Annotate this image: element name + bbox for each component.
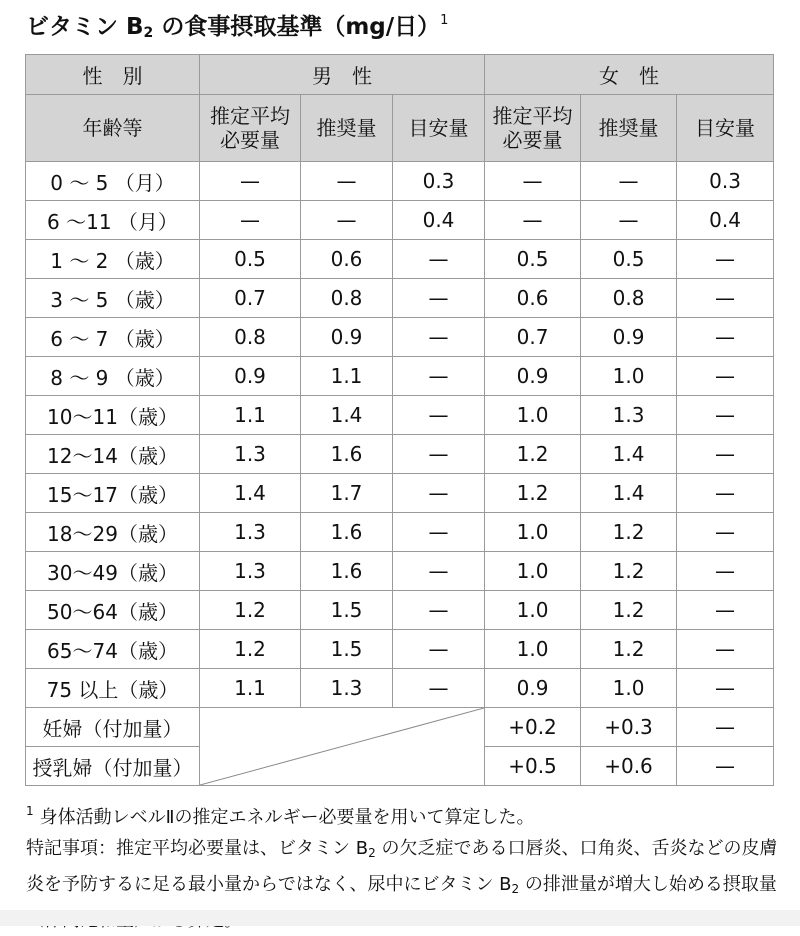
female-rda-cell: 1.2	[581, 552, 677, 591]
age-cell: 12〜14（歳）	[26, 435, 200, 474]
age-cell: 8 〜 9 （歳）	[26, 357, 200, 396]
table-row	[26, 669, 774, 708]
female-ai-cell: 0.4	[677, 201, 774, 240]
female-ai-cell: —	[677, 474, 774, 513]
female-ai-cell: —	[677, 747, 774, 786]
male-ai-cell: 0.4	[393, 201, 485, 240]
female-ear-cell: 1.2	[485, 435, 581, 474]
female-ear-cell: 0.5	[485, 240, 581, 279]
age-cell: 75 以上（歳）	[26, 669, 200, 708]
table-row	[26, 357, 774, 396]
header-line: 推定平均	[492, 104, 573, 128]
female-ear-cell: —	[485, 201, 581, 240]
male-rda-cell: 1.5	[301, 591, 393, 630]
female-ai-cell: —	[677, 669, 774, 708]
male-ai-cell: —	[393, 630, 485, 669]
male-ai-cell: —	[393, 357, 485, 396]
age-cell: 0 〜 5 （月）	[26, 162, 200, 201]
female-rda-cell: —	[581, 162, 677, 201]
table-row	[26, 474, 774, 513]
female-ear-cell: 0.9	[485, 357, 581, 396]
female-header: 女 性	[485, 55, 774, 95]
female-ear-cell: —	[485, 162, 581, 201]
female-ai-cell: —	[677, 435, 774, 474]
table-row	[26, 591, 774, 630]
male-ear-cell: 0.9	[200, 357, 301, 396]
female-rda-cell: 0.5	[581, 240, 677, 279]
male-ai-cell: —	[393, 435, 485, 474]
footnote-text: 身体活動レベルⅡの推定エネルギー必要量を用いて算定した。	[39, 807, 535, 828]
female-rda-cell: +0.3	[581, 708, 677, 747]
title-subscript: 2	[143, 25, 154, 41]
title-text-suffix: の食事摂取基準（mg/日）	[161, 14, 441, 40]
age-header: 年齢等	[26, 95, 200, 162]
footnote-mark: 1	[26, 804, 34, 818]
female-rda-cell: 0.9	[581, 318, 677, 357]
male-ear-cell: 0.7	[200, 279, 301, 318]
male-rda-cell: —	[301, 162, 393, 201]
female-rda-cell: +0.6	[581, 747, 677, 786]
male-rda-cell: 1.6	[301, 552, 393, 591]
age-cell: 6 〜11 （月）	[26, 201, 200, 240]
special-note-subscript: 2	[368, 846, 376, 860]
female-ai-cell: —	[677, 318, 774, 357]
male-ai-cell: —	[393, 552, 485, 591]
special-note-text: 特記事項：推定平均必要量は、ビタミン B	[26, 838, 369, 859]
male-rda-cell: 1.7	[301, 474, 393, 513]
male-ear-cell: 1.1	[200, 396, 301, 435]
table-row	[26, 396, 774, 435]
male-ai-cell: —	[393, 318, 485, 357]
female-ear-cell: 0.6	[485, 279, 581, 318]
female-ai-cell: —	[677, 708, 774, 747]
special-note-text: の欠乏症である口唇炎、口角炎、舌炎などの皮膚炎を予防するに足る最小量からではなく、尿中にビタミン B	[26, 838, 778, 895]
age-cell: 6 〜 7 （歳）	[26, 318, 200, 357]
male-ear-cell: 1.2	[200, 630, 301, 669]
male-ai-cell: —	[393, 591, 485, 630]
age-cell: 65〜74（歳）	[26, 630, 200, 669]
male-ai-cell: —	[393, 513, 485, 552]
table-row	[26, 630, 774, 669]
page-bottom-margin	[0, 910, 800, 926]
page-title	[26, 8, 448, 41]
male-rda-cell: —	[301, 201, 393, 240]
male-ai-cell: —	[393, 474, 485, 513]
male-ear-cell: 1.4	[200, 474, 301, 513]
male-rda-cell: 1.6	[301, 513, 393, 552]
female-ear-cell: 1.0	[485, 513, 581, 552]
table-row	[26, 240, 774, 279]
female-ear-cell: 0.7	[485, 318, 581, 357]
female-ear-cell: 0.9	[485, 669, 581, 708]
table-row	[26, 513, 774, 552]
age-cell: 18〜29（歳）	[26, 513, 200, 552]
male-ai-cell: —	[393, 396, 485, 435]
male-ear-cell: —	[200, 201, 301, 240]
male-ai-cell: —	[393, 240, 485, 279]
title-footnote-mark: 1	[440, 13, 449, 28]
male-rda-cell: 0.9	[301, 318, 393, 357]
age-cell: 15〜17（歳）	[26, 474, 200, 513]
female-ai-cell: —	[677, 396, 774, 435]
table-row	[26, 201, 774, 240]
header-line: 必要量	[502, 128, 563, 152]
female-rda-cell: 1.2	[581, 630, 677, 669]
male-ai-cell: 0.3	[393, 162, 485, 201]
age-cell: 妊婦（付加量）	[26, 708, 200, 747]
male-ear-cell: 1.3	[200, 435, 301, 474]
female-ai-cell: —	[677, 279, 774, 318]
header-line: 推定平均	[210, 104, 290, 128]
male-header: 男 性	[200, 55, 485, 95]
female-rda-cell: 1.3	[581, 396, 677, 435]
male-ear-cell: 0.8	[200, 318, 301, 357]
female-ear-cell: 1.2	[485, 474, 581, 513]
age-cell: 授乳婦（付加量）	[26, 747, 200, 786]
female-ai-cell: 0.3	[677, 162, 774, 201]
female-rda-header: 推奨量	[581, 95, 677, 162]
male-rda-cell: 0.6	[301, 240, 393, 279]
special-note-subscript: 2	[511, 882, 520, 896]
male-ai-cell: —	[393, 669, 485, 708]
age-cell: 50〜64（歳）	[26, 591, 200, 630]
female-rda-cell: 1.4	[581, 435, 677, 474]
female-ear-cell: 1.0	[485, 396, 581, 435]
female-rda-cell: 1.0	[581, 357, 677, 396]
female-ai-header: 目安量	[677, 95, 774, 162]
table-row	[26, 162, 774, 201]
age-cell: 1 〜 2 （歳）	[26, 240, 200, 279]
male-rda-cell: 1.1	[301, 357, 393, 396]
female-rda-cell: 1.4	[581, 474, 677, 513]
female-ai-cell: —	[677, 591, 774, 630]
female-ai-cell: —	[677, 357, 774, 396]
female-ai-cell: —	[677, 240, 774, 279]
female-ear-cell: +0.2	[485, 708, 581, 747]
male-ear-cell: 1.3	[200, 552, 301, 591]
female-ai-cell: —	[677, 552, 774, 591]
table-row	[26, 318, 774, 357]
female-ear-cell: 1.0	[485, 630, 581, 669]
female-ear-cell: 1.0	[485, 591, 581, 630]
header-line: 必要量	[220, 128, 280, 152]
male-rda-cell: 1.4	[301, 396, 393, 435]
male-rda-cell: 0.8	[301, 279, 393, 318]
female-ear-cell: 1.0	[485, 552, 581, 591]
female-rda-cell: 0.8	[581, 279, 677, 318]
female-rda-cell: 1.2	[581, 513, 677, 552]
footnote	[26, 796, 778, 833]
male-rda-header: 推奨量	[301, 95, 393, 162]
female-rda-cell: —	[581, 201, 677, 240]
female-ear-cell: +0.5	[485, 747, 581, 786]
not-applicable-diagonal	[200, 708, 485, 786]
male-ear-header	[200, 95, 301, 162]
sex-header: 性 別	[26, 55, 200, 95]
male-ear-cell: 1.1	[200, 669, 301, 708]
table-row	[26, 279, 774, 318]
female-ai-cell: —	[677, 513, 774, 552]
female-rda-cell: 1.2	[581, 591, 677, 630]
male-ear-cell: 1.3	[200, 513, 301, 552]
table-row	[26, 552, 774, 591]
male-rda-cell: 1.3	[301, 669, 393, 708]
diagonal-line	[200, 708, 484, 785]
table-row-pregnant	[26, 708, 774, 747]
female-rda-cell: 1.0	[581, 669, 677, 708]
male-ear-cell: —	[200, 162, 301, 201]
male-rda-cell: 1.5	[301, 630, 393, 669]
female-ear-header	[485, 95, 581, 162]
male-ear-cell: 1.2	[200, 591, 301, 630]
male-ai-cell: —	[393, 279, 485, 318]
special-note-text: の排泄量が増大し始める摂取量	[524, 874, 777, 895]
age-cell: 10〜11（歳）	[26, 396, 200, 435]
table-row	[26, 435, 774, 474]
male-rda-cell: 1.6	[301, 435, 393, 474]
male-ai-header: 目安量	[393, 95, 485, 162]
vitamin-b2-intake-table	[25, 54, 774, 786]
age-cell: 30〜49（歳）	[26, 552, 200, 591]
female-ai-cell: —	[677, 630, 774, 669]
age-cell: 3 〜 5 （歳）	[26, 279, 200, 318]
male-ear-cell: 0.5	[200, 240, 301, 279]
title-text: ビタミン B	[26, 14, 144, 40]
